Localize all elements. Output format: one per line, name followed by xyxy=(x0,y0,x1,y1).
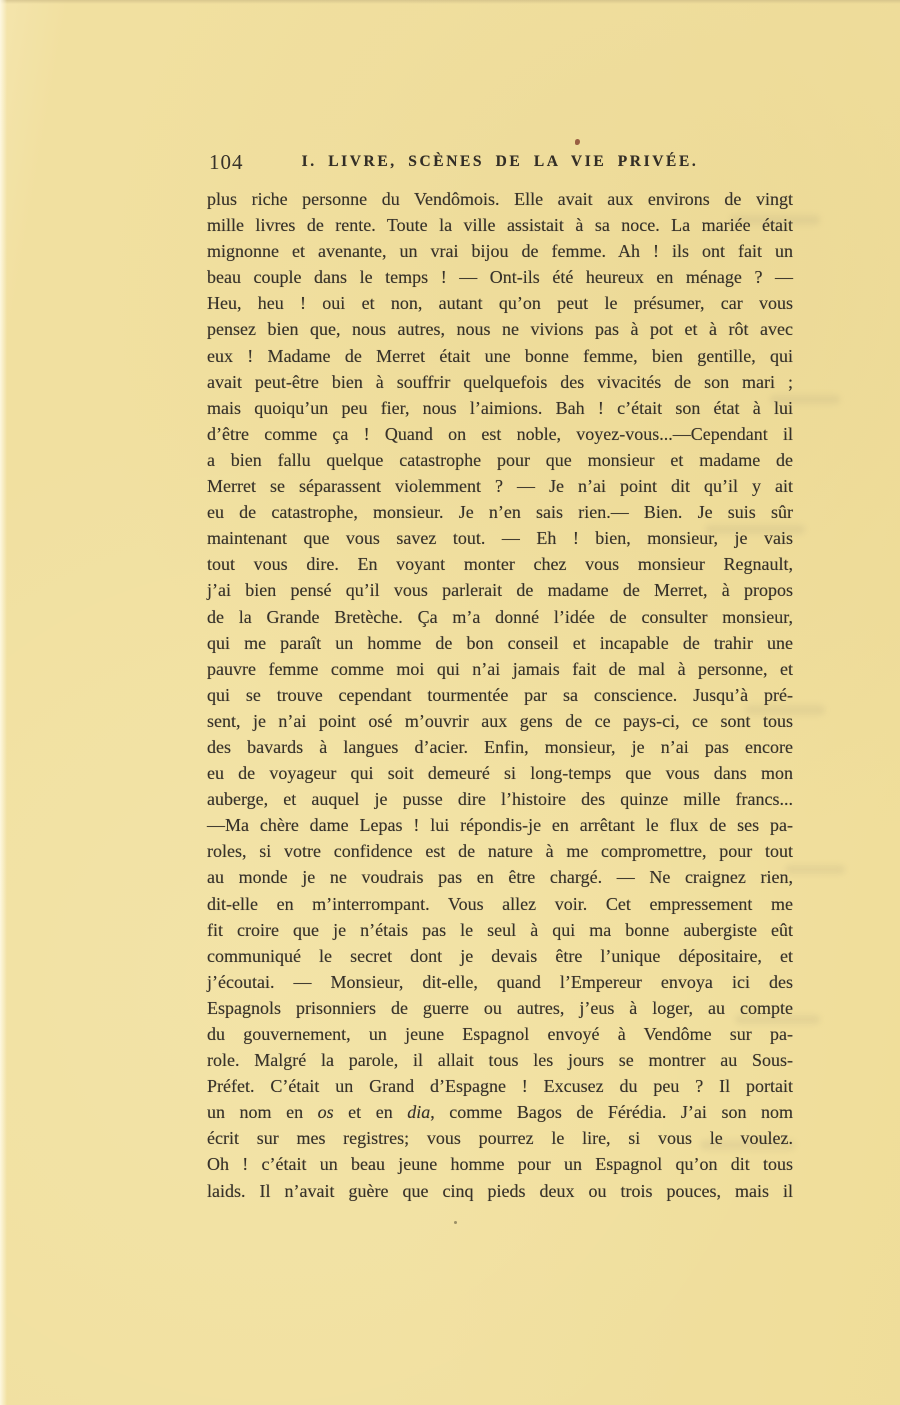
text-line: de la Grande Bretèche. Ça m’a donné l’idée de consulter monsieur, xyxy=(207,606,794,627)
text-line: écrit sur mes registres; vous pourrez le lire, si vous le voulez. xyxy=(207,1128,793,1149)
text-line: beau couple dans le temps ! — Ont-ils été heureux en ménage ? — xyxy=(207,267,793,288)
text-line: Espagnols prisonniers de guerre ou autres, j’eus à loger, au compte xyxy=(207,997,793,1018)
text-line: mille livres de rente. Toute la ville assistait à sa noce. La mariée était xyxy=(207,215,793,236)
text-line: role. Malgré la parole, il allait tous les jours se montrer au Sous- xyxy=(207,1050,793,1071)
page-left-edge xyxy=(0,0,7,1405)
page-top-edge xyxy=(0,0,900,4)
text-line: au monde je ne voudrais pas en être chargé. — Ne craignez rien, xyxy=(207,867,794,888)
text-line: —Ma chère dame Lepas ! lui répondis-je en arrêtant le flux de ses pa- xyxy=(207,815,793,836)
text-line: a bien fallu quelque catastrophe pour que monsieur et madame de xyxy=(207,449,793,470)
ink-speck xyxy=(454,1221,457,1224)
showthrough-mark xyxy=(785,865,845,874)
text-line: mais quoiqu’un peu fier, nous l’aimions. Bah ! c’était son état à lui xyxy=(207,397,793,418)
text-line: dit-elle en m’interrompant. Vous allez voir. Cet empressement me xyxy=(207,893,793,914)
text-line: pauvre femme comme moi qui n’ai jamais fait de mal à personne, et xyxy=(207,658,794,679)
running-title: I. LIVRE, SCÈNES DE LA VIE PRIVÉE. xyxy=(301,153,699,170)
text-line: fit croire que je n’étais pas le seul à qui ma bonne aubergiste eût xyxy=(207,919,793,940)
page-number: 104 xyxy=(209,150,244,174)
text-line: Heu, heu ! oui et non, autant qu’on peut le présumer, car vous xyxy=(207,293,793,314)
text-line: Merret se séparassent violemment ? — Je n’ai point dit qu’il y ait xyxy=(207,476,793,497)
text-line: pensez bien que, nous autres, nous ne vivions pas à pot et à rôt avec xyxy=(207,319,793,340)
text-line: mignonne et avenante, un vrai bijou de femme. Ah ! ils ont fait un xyxy=(207,241,793,262)
text-line: du gouvernement, un jeune Espagnol envoyé à Vendôme sur pa- xyxy=(207,1024,793,1044)
text-line: eux ! Madame de Merret était une bonne femme, bien gentille, qui xyxy=(207,345,793,366)
text-line: j’ai bien pensé qu’il vous parlerait de madame de Merret, à propos xyxy=(207,580,794,601)
text-line: maintenant que vous savez tout. — Eh ! bien, monsieur, je vais xyxy=(207,528,793,549)
text-line: laids. Il n’avait guère que cinq pieds deux ou trois pouces, mais il xyxy=(207,1180,793,1201)
text-line: plus riche personne du Vendômois. Elle avait aux environs de vingt xyxy=(207,189,793,209)
text-block xyxy=(207,186,793,1204)
ink-speck xyxy=(575,139,580,145)
text-line: eu de voyageur qui soit demeuré si long-temps que vous dans mon xyxy=(207,763,793,784)
text-line: qui se trouve cependant tourmentée par sa conscience. Jusqu’à pré- xyxy=(207,684,793,705)
text-line: roles, si votre confidence est de nature à me compromettre, pour tout xyxy=(207,841,793,862)
text-line: qui me paraît un homme de bon conseil et incapable de trahir une xyxy=(207,632,793,653)
text-line: Préfet. C’était un Grand d’Espagne ! Excusez du peu ? Il portait xyxy=(207,1076,793,1097)
text-line: d’être comme ça ! Quand on est noble, voyez-vous...—Cependant il xyxy=(207,423,793,444)
text-line: Oh ! c’était un beau jeune homme pour un Espagnol qu’on dit tous xyxy=(207,1154,793,1175)
text-line: j’écoutai. — Monsieur, dit-elle, quand l’Empereur envoya ici des xyxy=(207,971,793,992)
text-line: un nom en os et en dia, comme Bagos de Férédia. J’ai son nom xyxy=(207,1102,793,1123)
text-line: auberge, et auquel je pusse dire l’histoire des quinze mille francs... xyxy=(207,789,793,810)
text-line: eu de catastrophe, monsieur. Je n’en sais rien.— Bien. Je suis sûr xyxy=(207,502,793,523)
text-line: avait peut-être bien à souffrir quelquefois des vivacités de son mari ; xyxy=(207,371,793,392)
text-line: des bavards à langues d’acier. Enfin, monsieur, je n’ai pas encore xyxy=(207,736,793,757)
text-line: sent, je n’ai point osé m’ouvrir aux gens de ce pays-ci, ce sont tous xyxy=(207,710,793,731)
running-header xyxy=(207,149,793,177)
text-line: communiqué le secret dont je devais être l’unique dépositaire, et xyxy=(207,945,793,966)
text-line: tout vous dire. En voyant monter chez vous monsieur Regnault, xyxy=(207,554,793,575)
